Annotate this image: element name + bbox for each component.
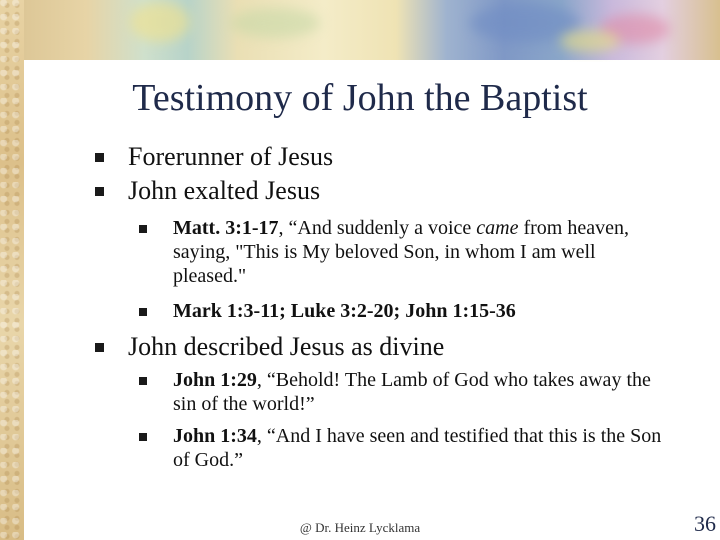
sub-bullet-square-icon — [139, 308, 147, 316]
page-number: 36 — [694, 511, 716, 536]
scripture-ref: Matt. 3:1-17 — [173, 217, 279, 239]
sub-bullet-matthew — [173, 216, 673, 288]
slide-title: Testimony of John the Baptist — [132, 77, 588, 119]
quote-text: , “And I have seen and testified that this is the Son of God.” — [173, 425, 662, 471]
scripture-ref: John 1:34 — [173, 425, 257, 447]
bullet-forerunner: Forerunner of Jesus — [128, 142, 334, 171]
bullet-square-icon — [95, 153, 104, 162]
sub-bullet-references — [173, 299, 673, 323]
bullet-square-icon — [95, 187, 104, 196]
bullet-john-described: John described Jesus as divine — [128, 332, 445, 361]
quote-text: , “And suddenly a voice — [278, 217, 477, 239]
bullet-square-icon — [95, 343, 104, 352]
sub-bullet-square-icon — [139, 433, 147, 441]
banner-blot — [560, 30, 620, 52]
sub-bullet-john-1-34 — [173, 424, 673, 472]
slide-footer: @ Dr. Heinz Lycklama — [299, 520, 421, 535]
sub-bullet-square-icon — [139, 377, 147, 385]
scripture-ref: John 1:29 — [173, 369, 257, 391]
quote-italic: came — [476, 217, 519, 239]
scripture-ref: Mark 1:3-11; Luke 3:2-20; John 1:15-36 — [173, 300, 516, 322]
sub-bullet-john-1-29 — [173, 368, 673, 416]
banner-blot — [230, 8, 320, 38]
decorative-banner — [0, 0, 720, 60]
bullet-john-exalted: John exalted Jesus — [128, 176, 321, 205]
quote-text: , “Behold! The Lamb of God who takes away the sin of the world!” — [173, 369, 651, 415]
quote-text: from heaven, saying, "This is My beloved Son, in whom I am well pleased." — [173, 217, 629, 287]
sub-bullet-square-icon — [139, 225, 147, 233]
banner-blot — [130, 2, 190, 42]
